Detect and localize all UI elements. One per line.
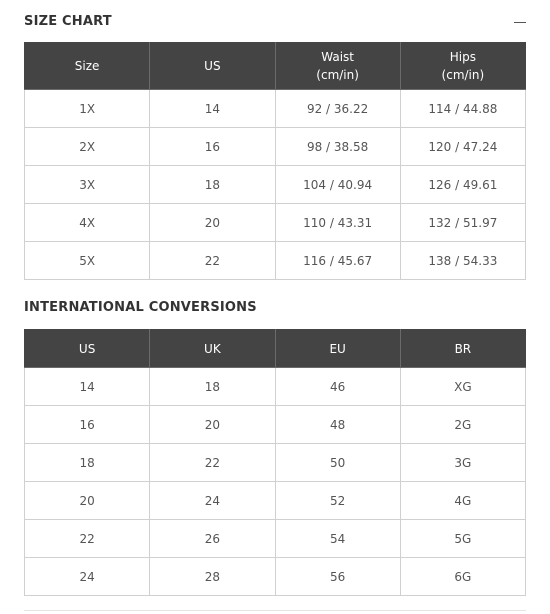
column-header-waist: Waist (cm/in) <box>275 43 400 90</box>
table-cell: 26 <box>150 520 275 558</box>
table-cell: 22 <box>150 242 275 280</box>
minus-icon[interactable] <box>514 16 526 28</box>
column-header-uk: UK <box>150 330 275 368</box>
table-cell: 24 <box>150 482 275 520</box>
table-cell: 120 / 47.24 <box>400 128 525 166</box>
conversions-header <box>24 300 526 315</box>
table-cell: 2G <box>400 406 525 444</box>
table-cell: 24 <box>25 558 150 596</box>
table-cell: 4G <box>400 482 525 520</box>
table-cell: 28 <box>150 558 275 596</box>
table-row <box>25 520 526 558</box>
table-cell: 20 <box>25 482 150 520</box>
table-cell: 1X <box>25 90 150 128</box>
table-cell: 138 / 54.33 <box>400 242 525 280</box>
size-chart-header-row <box>25 43 526 90</box>
table-cell: 5G <box>400 520 525 558</box>
table-row <box>25 204 526 242</box>
table-cell: 22 <box>25 520 150 558</box>
table-cell: 50 <box>275 444 400 482</box>
conversions-title: INTERNATIONAL CONVERSIONS <box>24 300 257 315</box>
table-cell: 98 / 38.58 <box>275 128 400 166</box>
table-cell: 114 / 44.88 <box>400 90 525 128</box>
table-cell: 18 <box>150 368 275 406</box>
table-cell: 56 <box>275 558 400 596</box>
table-cell: 22 <box>150 444 275 482</box>
column-header-size: Size <box>25 43 150 90</box>
conversions-table <box>24 329 526 596</box>
table-row <box>25 482 526 520</box>
column-header-eu: EU <box>275 330 400 368</box>
table-cell: 5X <box>25 242 150 280</box>
table-cell: XG <box>400 368 525 406</box>
column-header-br: BR <box>400 330 525 368</box>
table-cell: 14 <box>150 90 275 128</box>
table-cell: 3G <box>400 444 525 482</box>
table-row <box>25 406 526 444</box>
table-cell: 92 / 36.22 <box>275 90 400 128</box>
table-cell: 4X <box>25 204 150 242</box>
column-header-us: US <box>25 330 150 368</box>
conversions-header-row <box>25 330 526 368</box>
size-chart-title: SIZE CHART <box>24 14 112 29</box>
section-divider <box>24 610 526 611</box>
table-row <box>25 128 526 166</box>
column-header-us: US <box>150 43 275 90</box>
size-chart-table <box>24 42 526 280</box>
table-cell: 116 / 45.67 <box>275 242 400 280</box>
table-cell: 132 / 51.97 <box>400 204 525 242</box>
table-cell: 16 <box>150 128 275 166</box>
table-row <box>25 166 526 204</box>
table-cell: 20 <box>150 406 275 444</box>
table-cell: 54 <box>275 520 400 558</box>
table-cell: 14 <box>25 368 150 406</box>
table-cell: 6G <box>400 558 525 596</box>
table-cell: 18 <box>25 444 150 482</box>
size-chart-header[interactable] <box>24 14 526 29</box>
table-row <box>25 444 526 482</box>
table-cell: 3X <box>25 166 150 204</box>
table-cell: 48 <box>275 406 400 444</box>
table-cell: 110 / 43.31 <box>275 204 400 242</box>
table-cell: 52 <box>275 482 400 520</box>
table-cell: 20 <box>150 204 275 242</box>
table-row <box>25 90 526 128</box>
table-cell: 18 <box>150 166 275 204</box>
table-row <box>25 368 526 406</box>
table-cell: 126 / 49.61 <box>400 166 525 204</box>
table-row <box>25 558 526 596</box>
table-cell: 46 <box>275 368 400 406</box>
column-header-hips: Hips (cm/in) <box>400 43 525 90</box>
table-cell: 2X <box>25 128 150 166</box>
table-row <box>25 242 526 280</box>
table-cell: 16 <box>25 406 150 444</box>
table-cell: 104 / 40.94 <box>275 166 400 204</box>
